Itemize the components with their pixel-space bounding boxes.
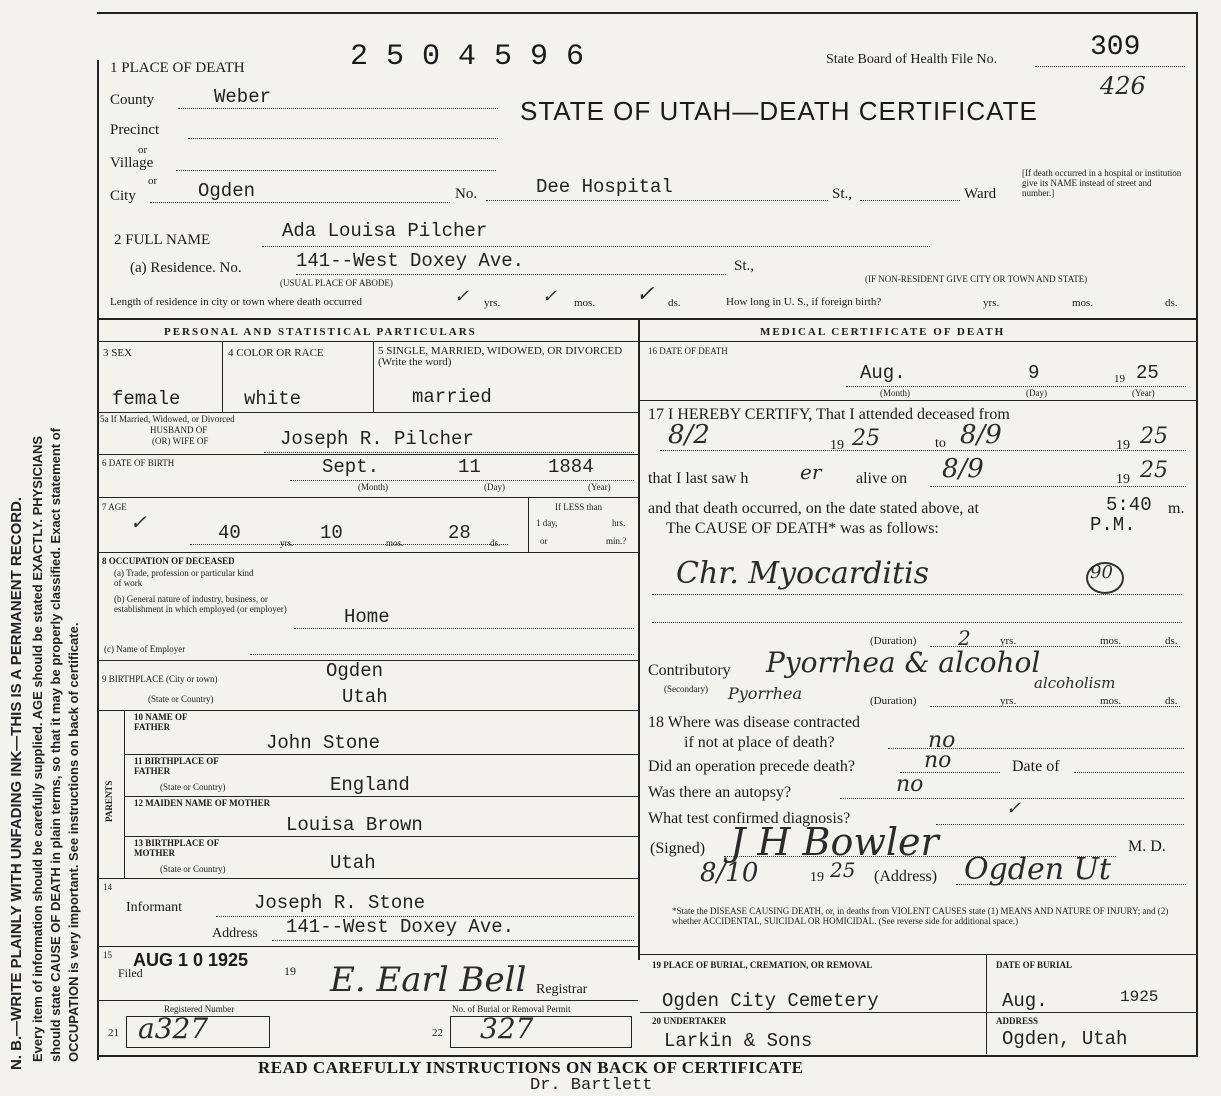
- footer-doctor: Dr. Bartlett: [530, 1076, 653, 1095]
- spouse-label-2: HUSBAND OF: [150, 425, 208, 435]
- occupation-label: 8 OCCUPATION OF DECEASED: [102, 556, 235, 566]
- spouse-label-1: 5a If Married, Widowed, or Divorced: [100, 414, 235, 424]
- registrar-signature: E. Earl Bell: [330, 960, 527, 1000]
- dob-day-caption: (Day): [484, 482, 505, 492]
- file-no-label: State Board of Health File No.: [826, 52, 998, 67]
- medical-heading: MEDICAL CERTIFICATE OF DEATH: [760, 326, 1006, 338]
- num-22: 22: [432, 1027, 443, 1039]
- informant-address-label: Address: [212, 926, 258, 941]
- alive-yr-prefix: 19: [1116, 472, 1130, 487]
- occupation-value: Home: [344, 606, 390, 628]
- age-label: 7 AGE: [102, 502, 127, 512]
- file-number-handwritten: 426: [1100, 72, 1146, 100]
- us-mos: mos.: [1072, 297, 1094, 309]
- or-1: or: [138, 144, 148, 156]
- sex-label: 3 SEX: [103, 347, 133, 359]
- informant-value: Joseph R. Stone: [254, 892, 426, 914]
- undertaker: Larkin & Sons: [664, 1030, 813, 1052]
- cause-label: The CAUSE OF DEATH* was as follows:: [666, 520, 939, 537]
- informant-label: Informant: [126, 900, 182, 915]
- birthplace-state-label: (State or Country): [148, 694, 214, 704]
- residence-value: 141--West Doxey Ave.: [296, 250, 525, 272]
- dod-day: 9: [1028, 362, 1040, 384]
- last-saw-text: that I last saw h: [648, 470, 749, 487]
- burial-date: Aug.: [1002, 990, 1048, 1012]
- frame-left: [97, 60, 99, 1060]
- less-or: or: [540, 536, 548, 546]
- dur2-yrs: yrs.: [1000, 695, 1017, 707]
- alive-on-label: alive on: [856, 470, 908, 487]
- attended-from: 8/2: [668, 420, 710, 450]
- sign-address-label: (Address): [874, 868, 938, 885]
- residence-st-label: St.,: [734, 258, 755, 274]
- dod-day-caption: (Day): [1026, 388, 1047, 398]
- race-value: white: [244, 388, 302, 410]
- footer-instructions: READ CAREFULLY INSTRUCTIONS ON BACK OF CERTIFICATE: [258, 1058, 804, 1077]
- date-of-label: Date of: [1012, 758, 1060, 775]
- county-value: Weber: [214, 86, 272, 108]
- burial-date-label: DATE OF BURIAL: [996, 960, 1073, 970]
- full-name-label: 2 FULL NAME: [114, 232, 211, 248]
- or-2: or: [148, 175, 158, 187]
- cause-code: 90: [1090, 562, 1113, 583]
- operation-label: Did an operation precede death?: [648, 758, 856, 775]
- side-note-2: Every item of information should be carefully supplied. AGE should be stated EXACTLY. PHYSICIANS: [30, 435, 45, 1062]
- county-label: County: [110, 92, 155, 108]
- alive-yr: 25: [1140, 458, 1168, 483]
- physician-signature: J H Bowler: [730, 820, 939, 864]
- autopsy-answer: no: [896, 772, 924, 797]
- contributory-secondary: Pyorrhea: [728, 684, 803, 703]
- us-yrs: yrs.: [983, 297, 1000, 309]
- age-mos: 10: [320, 522, 343, 544]
- ward-note: [If death occurred in a hospital or institution give its NAME instead of street and number.]: [1022, 168, 1182, 198]
- mother-label: 12 MAIDEN NAME OF MOTHER: [134, 798, 271, 808]
- mother-birthplace-value: Utah: [330, 852, 376, 874]
- side-note-1: N. B.—WRITE PLAINLY WITH UNFADING INK—THIS IS A PERMANENT RECORD.: [8, 496, 25, 1070]
- dod-month: Aug.: [860, 362, 906, 384]
- race-label: 4 COLOR OR RACE: [228, 347, 324, 359]
- death-occurred-text: and that death occurred, on the date stated above, at: [648, 500, 979, 517]
- dob-year: 1884: [548, 456, 594, 478]
- to-label: to: [935, 436, 946, 451]
- certificate-number: 2 5 0 4 5 9 6: [350, 40, 585, 74]
- cause-of-death: Chr. Myocarditis: [676, 556, 929, 591]
- check-mos: ✓: [542, 286, 558, 307]
- informant-num: 14: [103, 882, 112, 892]
- age-yrs-caption: yrs.: [280, 538, 294, 548]
- city-value: Ogden: [198, 180, 256, 202]
- operation-answer: no: [924, 748, 952, 773]
- last-saw-her: er: [800, 460, 822, 484]
- usual-abode: (USUAL PLACE OF ABODE): [280, 278, 393, 288]
- registered-number-label: Registered Number: [164, 1004, 235, 1014]
- alive-date: 8/9: [942, 454, 984, 484]
- spouse-label-3: (OR) WIFE OF: [152, 436, 209, 446]
- mos-label: mos.: [574, 297, 596, 309]
- ward-label: Ward: [964, 186, 997, 202]
- dob-month-caption: (Month): [358, 482, 388, 492]
- test-answer: ✓: [1006, 798, 1022, 819]
- yrs-label: yrs.: [484, 297, 501, 309]
- q18-line2: if not at place of death?: [684, 734, 835, 751]
- q18-answer: no: [928, 728, 956, 753]
- autopsy-label: Was there an autopsy?: [648, 784, 792, 801]
- father-bp-sc: (State or Country): [160, 782, 226, 792]
- frame-right: [1196, 12, 1198, 1057]
- dod-year-prefix: 19: [1114, 373, 1125, 385]
- spouse-value: Joseph R. Pilcher: [280, 428, 474, 450]
- burial-permit-value: 327: [480, 1012, 534, 1045]
- marital-label: 5 SINGLE, MARRIED, WIDOWED, OR DIVORCED (Write the word): [378, 345, 623, 368]
- filed-year-suffix: 19: [284, 964, 296, 978]
- burial-place-label: 19 PLACE OF BURIAL, CREMATION, OR REMOVAL: [652, 960, 873, 970]
- certify-text: 17 I HEREBY CERTIFY, That I attended deceased from: [648, 406, 1010, 423]
- personal-heading: PERSONAL AND STATISTICAL PARTICULARS: [164, 326, 477, 338]
- certificate-title: STATE OF UTAH—DEATH CERTIFICATE: [520, 96, 1038, 126]
- check-yrs: ✓: [454, 286, 470, 307]
- father-birthplace-label: 11 BIRTHPLACE OF FATHER: [134, 756, 219, 776]
- mother-bp-sc: (State or Country): [160, 864, 226, 874]
- dob-year-caption: (Year): [588, 482, 611, 492]
- attended-to: 8/9: [960, 420, 1002, 450]
- dod-label: 16 DATE OF DEATH: [648, 346, 728, 356]
- dob-label: 6 DATE OF BIRTH: [102, 458, 175, 468]
- registrar-label: Registrar: [536, 982, 588, 997]
- age-mos-caption: mos.: [386, 538, 404, 548]
- dod-month-caption: (Month): [880, 388, 910, 398]
- parents-label: PARENTS: [104, 780, 114, 822]
- check-ds: ✓: [636, 282, 655, 307]
- city-label: City: [110, 188, 136, 204]
- age-ds: 28: [448, 522, 471, 544]
- residence-label: (a) Residence. No.: [130, 260, 242, 276]
- sex-value: female: [112, 388, 181, 410]
- precinct-label: Precinct: [110, 122, 160, 138]
- birthplace-state: Utah: [342, 686, 388, 708]
- age-ds-caption: ds.: [490, 538, 501, 548]
- dod-year-caption: (Year): [1132, 388, 1155, 398]
- age-yrs: 40: [218, 522, 241, 544]
- non-resident-note: (IF NON-RESIDENT GIVE CITY OR TOWN AND STATE): [865, 274, 1088, 284]
- father-birthplace-value: England: [330, 774, 410, 796]
- contributory-value: Pyorrhea & alcohol: [766, 646, 1041, 679]
- duration-label-2: (Duration): [870, 695, 917, 707]
- cause-footnote: *State the DISEASE CAUSING DEATH, or, in deaths from VIOLENT CAUSES state (1) MEANS AND NATURE OF INJURY; and (2) whether ACCIDENTAL, SUICIDAL OR HOMICIDAL. (See reverse side for additional space.): [672, 906, 1169, 926]
- column-divider: [638, 320, 640, 960]
- sign-address: Ogden Ut: [964, 852, 1111, 887]
- to-yr-prefix: 19: [1116, 438, 1130, 453]
- section-top-rule: [97, 318, 1197, 320]
- dur1-mos: mos.: [1100, 635, 1122, 647]
- duration-label-1: (Duration): [870, 635, 917, 647]
- occupation-a: (a) Trade, profession or particular kind of work: [114, 568, 254, 588]
- less-label: If LESS than: [555, 502, 602, 512]
- father-label: 10 NAME OF FATHER: [134, 712, 188, 732]
- registered-number-value: a327: [138, 1012, 209, 1045]
- dur2-ds: ds.: [1165, 695, 1178, 707]
- burial-place: Ogden City Cemetery: [662, 990, 879, 1012]
- filed-label: Filed: [118, 966, 143, 980]
- length-residence-label: Length of residence in city or town where death occurred: [110, 296, 362, 308]
- full-name-value: Ada Louisa Pilcher: [282, 220, 488, 242]
- q18-line1: 18 Where was disease contracted: [648, 714, 861, 731]
- time-m: m.: [1168, 500, 1185, 517]
- cause-pm: P.M.: [1090, 514, 1136, 536]
- village-label: Village: [110, 155, 154, 171]
- frame-bottom: [97, 1055, 1197, 1057]
- sign-yr-prefix: 19: [810, 870, 824, 885]
- undertaker-address: Ogden, Utah: [1002, 1028, 1128, 1050]
- secondary-label: (Secondary): [664, 684, 708, 694]
- from-yr: 25: [852, 426, 880, 451]
- to-yr: 25: [1140, 424, 1168, 449]
- side-note-3: should state CAUSE OF DEATH in plain terms, so that it may be properly classified. Exact statement of: [48, 427, 63, 1062]
- less-hrs: hrs.: [612, 518, 626, 528]
- birthplace-city: Ogden: [326, 660, 384, 682]
- dur1-yrs: yrs.: [1000, 635, 1017, 647]
- mother-value: Louisa Brown: [286, 814, 423, 836]
- duration-yrs: 2: [958, 626, 971, 650]
- dur2-mos: mos.: [1100, 695, 1122, 707]
- frame-top: [97, 12, 1197, 14]
- file-number: 309: [1090, 32, 1141, 63]
- side-note-4: OCCUPATION is very important. See instructions on back of certificate.: [66, 622, 81, 1062]
- us-label: How long in U. S., if foreign birth?: [726, 296, 882, 308]
- death-time: 5:40: [1106, 494, 1152, 516]
- test-label: What test confirmed diagnosis?: [648, 810, 851, 827]
- contributory-alcoholism: alcoholism: [1034, 674, 1116, 692]
- father-value: John Stone: [266, 732, 381, 754]
- mother-birthplace-label: 13 BIRTHPLACE OF MOTHER: [134, 838, 219, 858]
- st-label: St.,: [832, 186, 853, 202]
- employer-label: (c) Name of Employer: [104, 644, 186, 654]
- burial-year: 1925: [1120, 988, 1159, 1006]
- undertaker-label: 20 UNDERTAKER: [652, 1016, 727, 1026]
- dur1-ds: ds.: [1165, 635, 1178, 647]
- sign-yr: 25: [830, 858, 856, 882]
- no-label: No.: [455, 186, 478, 202]
- age-check: ✓: [130, 510, 147, 534]
- birthplace-label: 9 BIRTHPLACE (City or town): [102, 674, 218, 684]
- place-of-death-label: 1 PLACE OF DEATH: [110, 60, 245, 76]
- no-value: Dee Hospital: [536, 176, 673, 198]
- contributory-label: Contributory: [648, 662, 731, 679]
- less-min: min.?: [606, 536, 627, 546]
- burial-permit-box: [450, 1016, 632, 1048]
- md-label: M. D.: [1128, 838, 1166, 855]
- marital-value: married: [412, 386, 492, 408]
- filing-num: 15: [103, 950, 112, 960]
- dod-year: 25: [1136, 362, 1159, 384]
- ds-label: ds.: [668, 297, 681, 309]
- sign-date: 8/10: [700, 858, 759, 888]
- informant-address: 141--West Doxey Ave.: [286, 916, 515, 938]
- less-day: 1 day,: [536, 518, 558, 528]
- undertaker-address-label: ADDRESS: [996, 1016, 1039, 1026]
- us-ds: ds.: [1165, 297, 1178, 309]
- dob-month: Sept.: [322, 456, 380, 478]
- num-21: 21: [108, 1027, 119, 1039]
- dob-day: 11: [458, 456, 481, 478]
- filed-date-stamp: AUG 1 0 1925: [133, 950, 249, 970]
- burial-permit-label: No. of Burial or Removal Permit: [452, 1004, 571, 1014]
- occupation-b: (b) General nature of industry, business, or establishment in which employed (or employer): [114, 594, 287, 614]
- signed-label: (Signed): [650, 840, 706, 857]
- from-yr-prefix: 19: [830, 438, 844, 453]
